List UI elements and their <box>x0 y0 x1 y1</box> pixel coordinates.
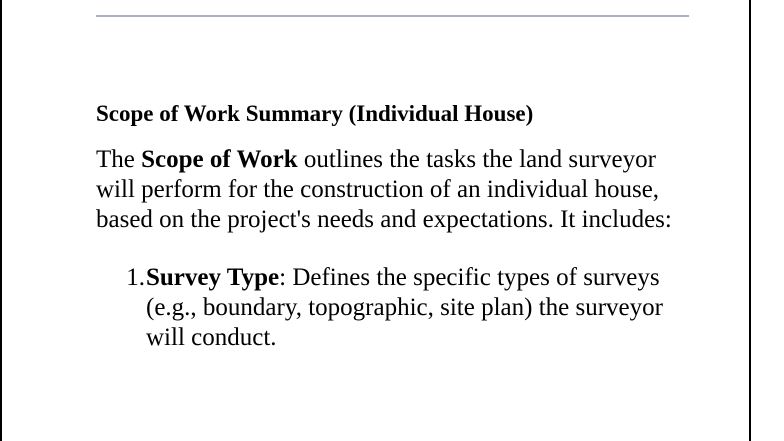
section-heading: Scope of Work Summary (Individual House) <box>96 101 534 126</box>
scope-list <box>96 263 696 353</box>
page-border-left <box>0 0 2 441</box>
intro-rest: outlines the tasks the land surveyor will perform for the construction of an individual house, based on the project's needs and expectations. It includes: <box>96 146 672 233</box>
intro-bold-term: Scope of Work <box>141 146 298 173</box>
intro-prefix: The <box>96 146 142 173</box>
top-divider <box>96 15 689 17</box>
list-item-term: Survey Type <box>146 264 280 291</box>
page-border-right <box>749 0 751 441</box>
list-item-number: 1. <box>126 264 145 291</box>
list-item-body <box>145 263 676 353</box>
list-item <box>96 263 696 353</box>
list-item-text: : Defines the specific types of surveys (e.g., boundary, topographic, site plan) the surveyor will conduct. <box>146 264 663 351</box>
intro-paragraph <box>96 145 696 235</box>
document-content <box>96 97 696 353</box>
